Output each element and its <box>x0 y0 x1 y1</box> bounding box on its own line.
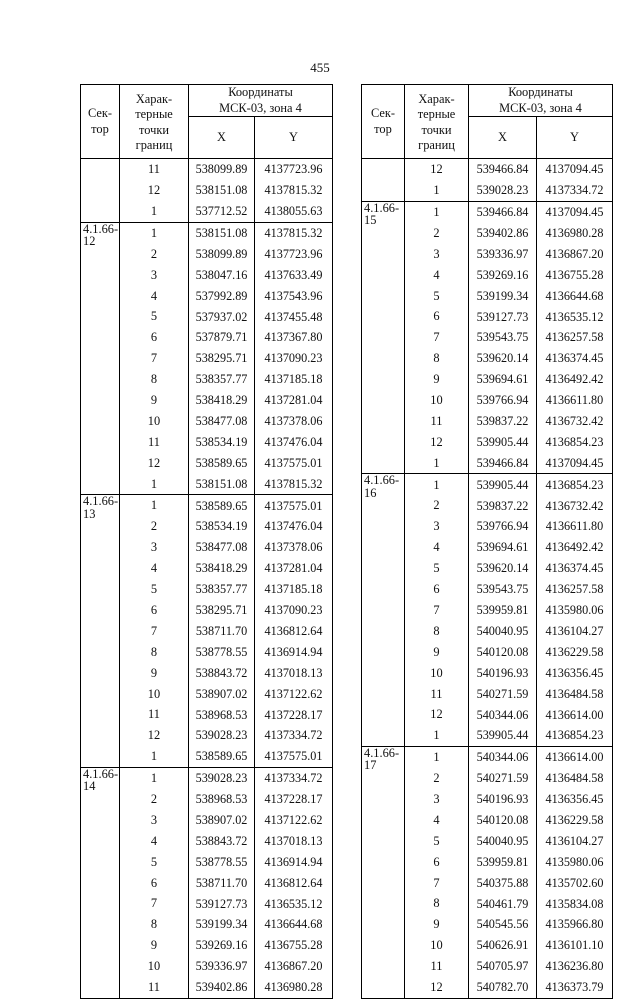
point-cell: 2 <box>120 516 189 537</box>
y-cell: 4136535.12 <box>537 306 613 327</box>
x-cell: 538418.29 <box>189 558 255 579</box>
y-cell: 4136484.58 <box>537 768 613 789</box>
point-cell: 7 <box>405 872 469 893</box>
x-cell: 540271.59 <box>469 768 537 789</box>
y-cell: 4136732.42 <box>537 411 613 432</box>
x-cell: 540782.70 <box>469 977 537 998</box>
y-cell: 4135702.60 <box>537 872 613 893</box>
point-cell: 3 <box>120 537 189 558</box>
x-cell: 538357.77 <box>189 369 255 390</box>
point-cell: 2 <box>405 768 469 789</box>
point-cell: 10 <box>120 956 189 977</box>
coordinates-table-left <box>80 84 333 999</box>
coordinates-table-right <box>361 84 613 999</box>
y-cell: 4136732.42 <box>537 495 613 516</box>
point-cell: 8 <box>120 641 189 662</box>
y-cell: 4136854.23 <box>537 725 613 746</box>
y-cell: 4137575.01 <box>255 495 333 516</box>
x-cell: 538968.53 <box>189 789 255 810</box>
x-cell: 538534.19 <box>189 516 255 537</box>
table-row <box>362 746 613 767</box>
x-cell: 538843.72 <box>189 831 255 852</box>
point-cell: 6 <box>405 306 469 327</box>
table-row <box>362 201 613 222</box>
y-cell: 4137094.45 <box>537 452 613 473</box>
x-cell: 537879.71 <box>189 327 255 348</box>
point-cell: 8 <box>405 893 469 914</box>
x-cell: 540344.06 <box>469 704 537 725</box>
x-cell: 540120.08 <box>469 810 537 831</box>
point-cell: 8 <box>405 348 469 369</box>
y-cell: 4136980.28 <box>255 977 333 998</box>
y-cell: 4136374.45 <box>537 348 613 369</box>
table-row <box>81 222 333 243</box>
y-cell: 4137334.72 <box>255 767 333 788</box>
x-cell: 538099.89 <box>189 244 255 265</box>
y-cell: 4136101.10 <box>537 935 613 956</box>
x-cell: 538968.53 <box>189 704 255 725</box>
x-cell: 538151.08 <box>189 473 255 494</box>
x-cell: 538778.55 <box>189 851 255 872</box>
table-row <box>362 159 613 180</box>
x-cell: 539127.73 <box>469 306 537 327</box>
point-cell: 5 <box>120 306 189 327</box>
y-cell: 4136867.20 <box>255 956 333 977</box>
table-row <box>81 767 333 788</box>
y-cell: 4137815.32 <box>255 473 333 494</box>
x-cell: 538151.08 <box>189 180 255 201</box>
header-boundary-points: Харак- терные точки границ <box>120 85 189 159</box>
x-cell: 540120.08 <box>469 641 537 662</box>
x-cell: 539269.16 <box>189 935 255 956</box>
point-cell: 1 <box>120 746 189 767</box>
point-cell: 9 <box>120 662 189 683</box>
y-cell: 4137815.32 <box>255 222 333 243</box>
point-cell: 12 <box>120 180 189 201</box>
sector-cell: 4.1.66- 12 <box>81 222 120 495</box>
point-cell: 6 <box>120 872 189 893</box>
header-y: Y <box>537 117 613 159</box>
x-cell: 539402.86 <box>189 977 255 998</box>
x-cell: 540040.95 <box>469 831 537 852</box>
y-cell: 4136611.80 <box>537 390 613 411</box>
point-cell: 7 <box>405 600 469 621</box>
x-cell: 538477.08 <box>189 537 255 558</box>
x-cell: 539694.61 <box>469 537 537 558</box>
y-cell: 4137723.96 <box>255 159 333 180</box>
point-cell: 12 <box>120 725 189 746</box>
x-cell: 539543.75 <box>469 327 537 348</box>
y-cell: 4138055.63 <box>255 201 333 222</box>
point-cell: 9 <box>120 390 189 411</box>
x-cell: 540196.93 <box>469 789 537 810</box>
y-cell: 4137575.01 <box>255 746 333 767</box>
x-cell: 538477.08 <box>189 411 255 432</box>
x-cell: 538711.70 <box>189 621 255 642</box>
sector-cell: 4.1.66- 16 <box>362 474 405 747</box>
x-cell: 538843.72 <box>189 662 255 683</box>
y-cell: 4136867.20 <box>537 244 613 265</box>
x-cell: 538047.16 <box>189 264 255 285</box>
sector-group <box>81 495 333 768</box>
point-cell: 11 <box>405 411 469 432</box>
point-cell: 9 <box>405 914 469 935</box>
point-cell: 5 <box>405 831 469 852</box>
point-cell: 11 <box>405 683 469 704</box>
y-cell: 4137018.13 <box>255 831 333 852</box>
y-cell: 4136257.58 <box>537 579 613 600</box>
y-cell: 4137455.48 <box>255 306 333 327</box>
x-cell: 539766.94 <box>469 390 537 411</box>
point-cell: 4 <box>120 558 189 579</box>
point-cell: 1 <box>405 474 469 495</box>
sector-group <box>81 222 333 495</box>
y-cell: 4137090.23 <box>255 600 333 621</box>
point-cell: 1 <box>120 495 189 516</box>
sector-cell <box>362 159 405 202</box>
x-cell: 538099.89 <box>189 159 255 180</box>
x-cell: 539028.23 <box>189 767 255 788</box>
sector-group <box>362 159 613 202</box>
y-cell: 4136104.27 <box>537 831 613 852</box>
sector-cell <box>81 159 120 223</box>
x-cell: 538357.77 <box>189 579 255 600</box>
x-cell: 537992.89 <box>189 285 255 306</box>
point-cell: 12 <box>405 977 469 998</box>
point-cell: 3 <box>405 244 469 265</box>
y-cell: 4137018.13 <box>255 662 333 683</box>
y-cell: 4136104.27 <box>537 621 613 642</box>
point-cell: 9 <box>405 641 469 662</box>
x-cell: 539694.61 <box>469 369 537 390</box>
y-cell: 4137122.62 <box>255 683 333 704</box>
point-cell: 1 <box>120 767 189 788</box>
point-cell: 11 <box>120 977 189 998</box>
header-x: X <box>469 117 537 159</box>
point-cell: 10 <box>405 662 469 683</box>
header-y: Y <box>255 117 333 159</box>
x-cell: 539959.81 <box>469 600 537 621</box>
x-cell: 540375.88 <box>469 872 537 893</box>
point-cell: 11 <box>120 432 189 453</box>
sector-group <box>362 474 613 747</box>
x-cell: 538589.65 <box>189 746 255 767</box>
x-cell: 540040.95 <box>469 621 537 642</box>
y-cell: 4136614.00 <box>537 704 613 725</box>
y-cell: 4137185.18 <box>255 369 333 390</box>
x-cell: 539466.84 <box>469 452 537 473</box>
x-cell: 540461.79 <box>469 893 537 914</box>
page-number: 455 <box>310 60 330 75</box>
header-coordinates: Координаты МСК-03, зона 4 <box>469 85 613 117</box>
table-row <box>81 495 333 516</box>
y-cell: 4137228.17 <box>255 704 333 725</box>
point-cell: 4 <box>120 285 189 306</box>
point-cell: 12 <box>405 704 469 725</box>
y-cell: 4136492.42 <box>537 369 613 390</box>
x-cell: 539905.44 <box>469 432 537 453</box>
point-cell: 1 <box>405 180 469 201</box>
x-cell: 538151.08 <box>189 222 255 243</box>
x-cell: 538907.02 <box>189 683 255 704</box>
x-cell: 539336.97 <box>469 244 537 265</box>
point-cell: 2 <box>405 495 469 516</box>
x-cell: 539766.94 <box>469 516 537 537</box>
y-cell: 4136611.80 <box>537 516 613 537</box>
y-cell: 4137334.72 <box>537 180 613 201</box>
y-cell: 4137543.96 <box>255 285 333 306</box>
point-cell: 5 <box>120 851 189 872</box>
y-cell: 4137378.06 <box>255 537 333 558</box>
x-cell: 540344.06 <box>469 746 537 767</box>
point-cell: 9 <box>405 369 469 390</box>
x-cell: 539028.23 <box>469 180 537 201</box>
y-cell: 4136257.58 <box>537 327 613 348</box>
sector-cell: 4.1.66- 13 <box>81 495 120 768</box>
sector-cell: 4.1.66- 15 <box>362 201 405 474</box>
y-cell: 4137094.45 <box>537 159 613 180</box>
point-cell: 6 <box>120 600 189 621</box>
point-cell: 5 <box>405 558 469 579</box>
x-cell: 539269.16 <box>469 264 537 285</box>
y-cell: 4136535.12 <box>255 893 333 914</box>
point-cell: 2 <box>120 789 189 810</box>
y-cell: 4136484.58 <box>537 683 613 704</box>
y-cell: 4137633.49 <box>255 264 333 285</box>
point-cell: 8 <box>120 914 189 935</box>
x-cell: 539336.97 <box>189 956 255 977</box>
x-cell: 539199.34 <box>469 285 537 306</box>
point-cell: 3 <box>405 789 469 810</box>
x-cell: 538907.02 <box>189 810 255 831</box>
point-cell: 7 <box>405 327 469 348</box>
x-cell: 539466.84 <box>469 159 537 180</box>
point-cell: 4 <box>405 264 469 285</box>
y-cell: 4136236.80 <box>537 956 613 977</box>
x-cell: 538295.71 <box>189 600 255 621</box>
y-cell: 4136644.68 <box>537 285 613 306</box>
x-cell: 539959.81 <box>469 851 537 872</box>
y-cell: 4137228.17 <box>255 789 333 810</box>
y-cell: 4135980.06 <box>537 851 613 872</box>
x-cell: 539028.23 <box>189 725 255 746</box>
table-row <box>81 159 333 180</box>
header-boundary-points: Харак- терные точки границ <box>405 85 469 159</box>
point-cell: 7 <box>120 893 189 914</box>
x-cell: 539620.14 <box>469 558 537 579</box>
point-cell: 4 <box>405 810 469 831</box>
point-cell: 1 <box>405 725 469 746</box>
header-sector: Сек- тор <box>81 85 120 159</box>
x-cell: 539837.22 <box>469 495 537 516</box>
x-cell: 539402.86 <box>469 223 537 244</box>
x-cell: 538589.65 <box>189 452 255 473</box>
point-cell: 12 <box>120 452 189 473</box>
y-cell: 4135980.06 <box>537 600 613 621</box>
x-cell: 538711.70 <box>189 872 255 893</box>
y-cell: 4136356.45 <box>537 662 613 683</box>
y-cell: 4136492.42 <box>537 537 613 558</box>
point-cell: 12 <box>405 159 469 180</box>
point-cell: 8 <box>405 621 469 642</box>
y-cell: 4137281.04 <box>255 390 333 411</box>
point-cell: 3 <box>405 516 469 537</box>
header-sector: Сек- тор <box>362 85 405 159</box>
header-x: X <box>189 117 255 159</box>
y-cell: 4137122.62 <box>255 810 333 831</box>
point-cell: 3 <box>120 264 189 285</box>
x-cell: 539543.75 <box>469 579 537 600</box>
point-cell: 9 <box>120 935 189 956</box>
sector-group <box>81 767 333 998</box>
y-cell: 4136914.94 <box>255 851 333 872</box>
y-cell: 4137334.72 <box>255 725 333 746</box>
x-cell: 537937.02 <box>189 306 255 327</box>
y-cell: 4136229.58 <box>537 810 613 831</box>
y-cell: 4137094.45 <box>537 201 613 222</box>
x-cell: 539837.22 <box>469 411 537 432</box>
y-cell: 4135966.80 <box>537 914 613 935</box>
x-cell: 537712.52 <box>189 201 255 222</box>
point-cell: 1 <box>120 473 189 494</box>
point-cell: 1 <box>120 222 189 243</box>
point-cell: 7 <box>120 621 189 642</box>
y-cell: 4137367.80 <box>255 327 333 348</box>
y-cell: 4135834.08 <box>537 893 613 914</box>
point-cell: 6 <box>405 851 469 872</box>
y-cell: 4136914.94 <box>255 641 333 662</box>
point-cell: 10 <box>120 683 189 704</box>
y-cell: 4136644.68 <box>255 914 333 935</box>
x-cell: 538589.65 <box>189 495 255 516</box>
y-cell: 4137185.18 <box>255 579 333 600</box>
x-cell: 540196.93 <box>469 662 537 683</box>
point-cell: 10 <box>405 935 469 956</box>
y-cell: 4136755.28 <box>537 264 613 285</box>
y-cell: 4137575.01 <box>255 452 333 473</box>
point-cell: 11 <box>405 956 469 977</box>
x-cell: 539466.84 <box>469 201 537 222</box>
y-cell: 4137723.96 <box>255 244 333 265</box>
x-cell: 538778.55 <box>189 641 255 662</box>
y-cell: 4137281.04 <box>255 558 333 579</box>
x-cell: 540545.56 <box>469 914 537 935</box>
point-cell: 5 <box>120 579 189 600</box>
x-cell: 539905.44 <box>469 474 537 495</box>
x-cell: 539127.73 <box>189 893 255 914</box>
x-cell: 538418.29 <box>189 390 255 411</box>
y-cell: 4136854.23 <box>537 432 613 453</box>
y-cell: 4136374.45 <box>537 558 613 579</box>
point-cell: 8 <box>120 369 189 390</box>
point-cell: 6 <box>120 327 189 348</box>
table-row <box>362 474 613 495</box>
x-cell: 538534.19 <box>189 432 255 453</box>
y-cell: 4136812.64 <box>255 621 333 642</box>
sector-group <box>362 201 613 474</box>
point-cell: 3 <box>120 810 189 831</box>
y-cell: 4136812.64 <box>255 872 333 893</box>
x-cell: 540626.91 <box>469 935 537 956</box>
y-cell: 4136755.28 <box>255 935 333 956</box>
point-cell: 4 <box>120 831 189 852</box>
y-cell: 4137476.04 <box>255 516 333 537</box>
point-cell: 11 <box>120 704 189 725</box>
y-cell: 4136614.00 <box>537 746 613 767</box>
x-cell: 539905.44 <box>469 725 537 746</box>
sector-cell: 4.1.66- 14 <box>81 767 120 998</box>
y-cell: 4136854.23 <box>537 474 613 495</box>
y-cell: 4137815.32 <box>255 180 333 201</box>
point-cell: 1 <box>120 201 189 222</box>
x-cell: 538295.71 <box>189 348 255 369</box>
x-cell: 539199.34 <box>189 914 255 935</box>
point-cell: 2 <box>120 244 189 265</box>
y-cell: 4136229.58 <box>537 641 613 662</box>
point-cell: 1 <box>405 746 469 767</box>
x-cell: 540271.59 <box>469 683 537 704</box>
y-cell: 4137090.23 <box>255 348 333 369</box>
x-cell: 540705.97 <box>469 956 537 977</box>
header-coordinates: Координаты МСК-03, зона 4 <box>189 85 333 117</box>
sector-group <box>81 159 333 223</box>
point-cell: 2 <box>405 223 469 244</box>
point-cell: 6 <box>405 579 469 600</box>
sector-group <box>362 746 613 998</box>
y-cell: 4136373.79 <box>537 977 613 998</box>
y-cell: 4136980.28 <box>537 223 613 244</box>
sector-cell: 4.1.66- 17 <box>362 746 405 998</box>
y-cell: 4136356.45 <box>537 789 613 810</box>
point-cell: 10 <box>120 411 189 432</box>
point-cell: 10 <box>405 390 469 411</box>
point-cell: 1 <box>405 452 469 473</box>
point-cell: 12 <box>405 432 469 453</box>
point-cell: 4 <box>405 537 469 558</box>
point-cell: 7 <box>120 348 189 369</box>
x-cell: 539620.14 <box>469 348 537 369</box>
point-cell: 1 <box>405 201 469 222</box>
point-cell: 5 <box>405 285 469 306</box>
y-cell: 4137476.04 <box>255 432 333 453</box>
y-cell: 4137378.06 <box>255 411 333 432</box>
point-cell: 11 <box>120 159 189 180</box>
